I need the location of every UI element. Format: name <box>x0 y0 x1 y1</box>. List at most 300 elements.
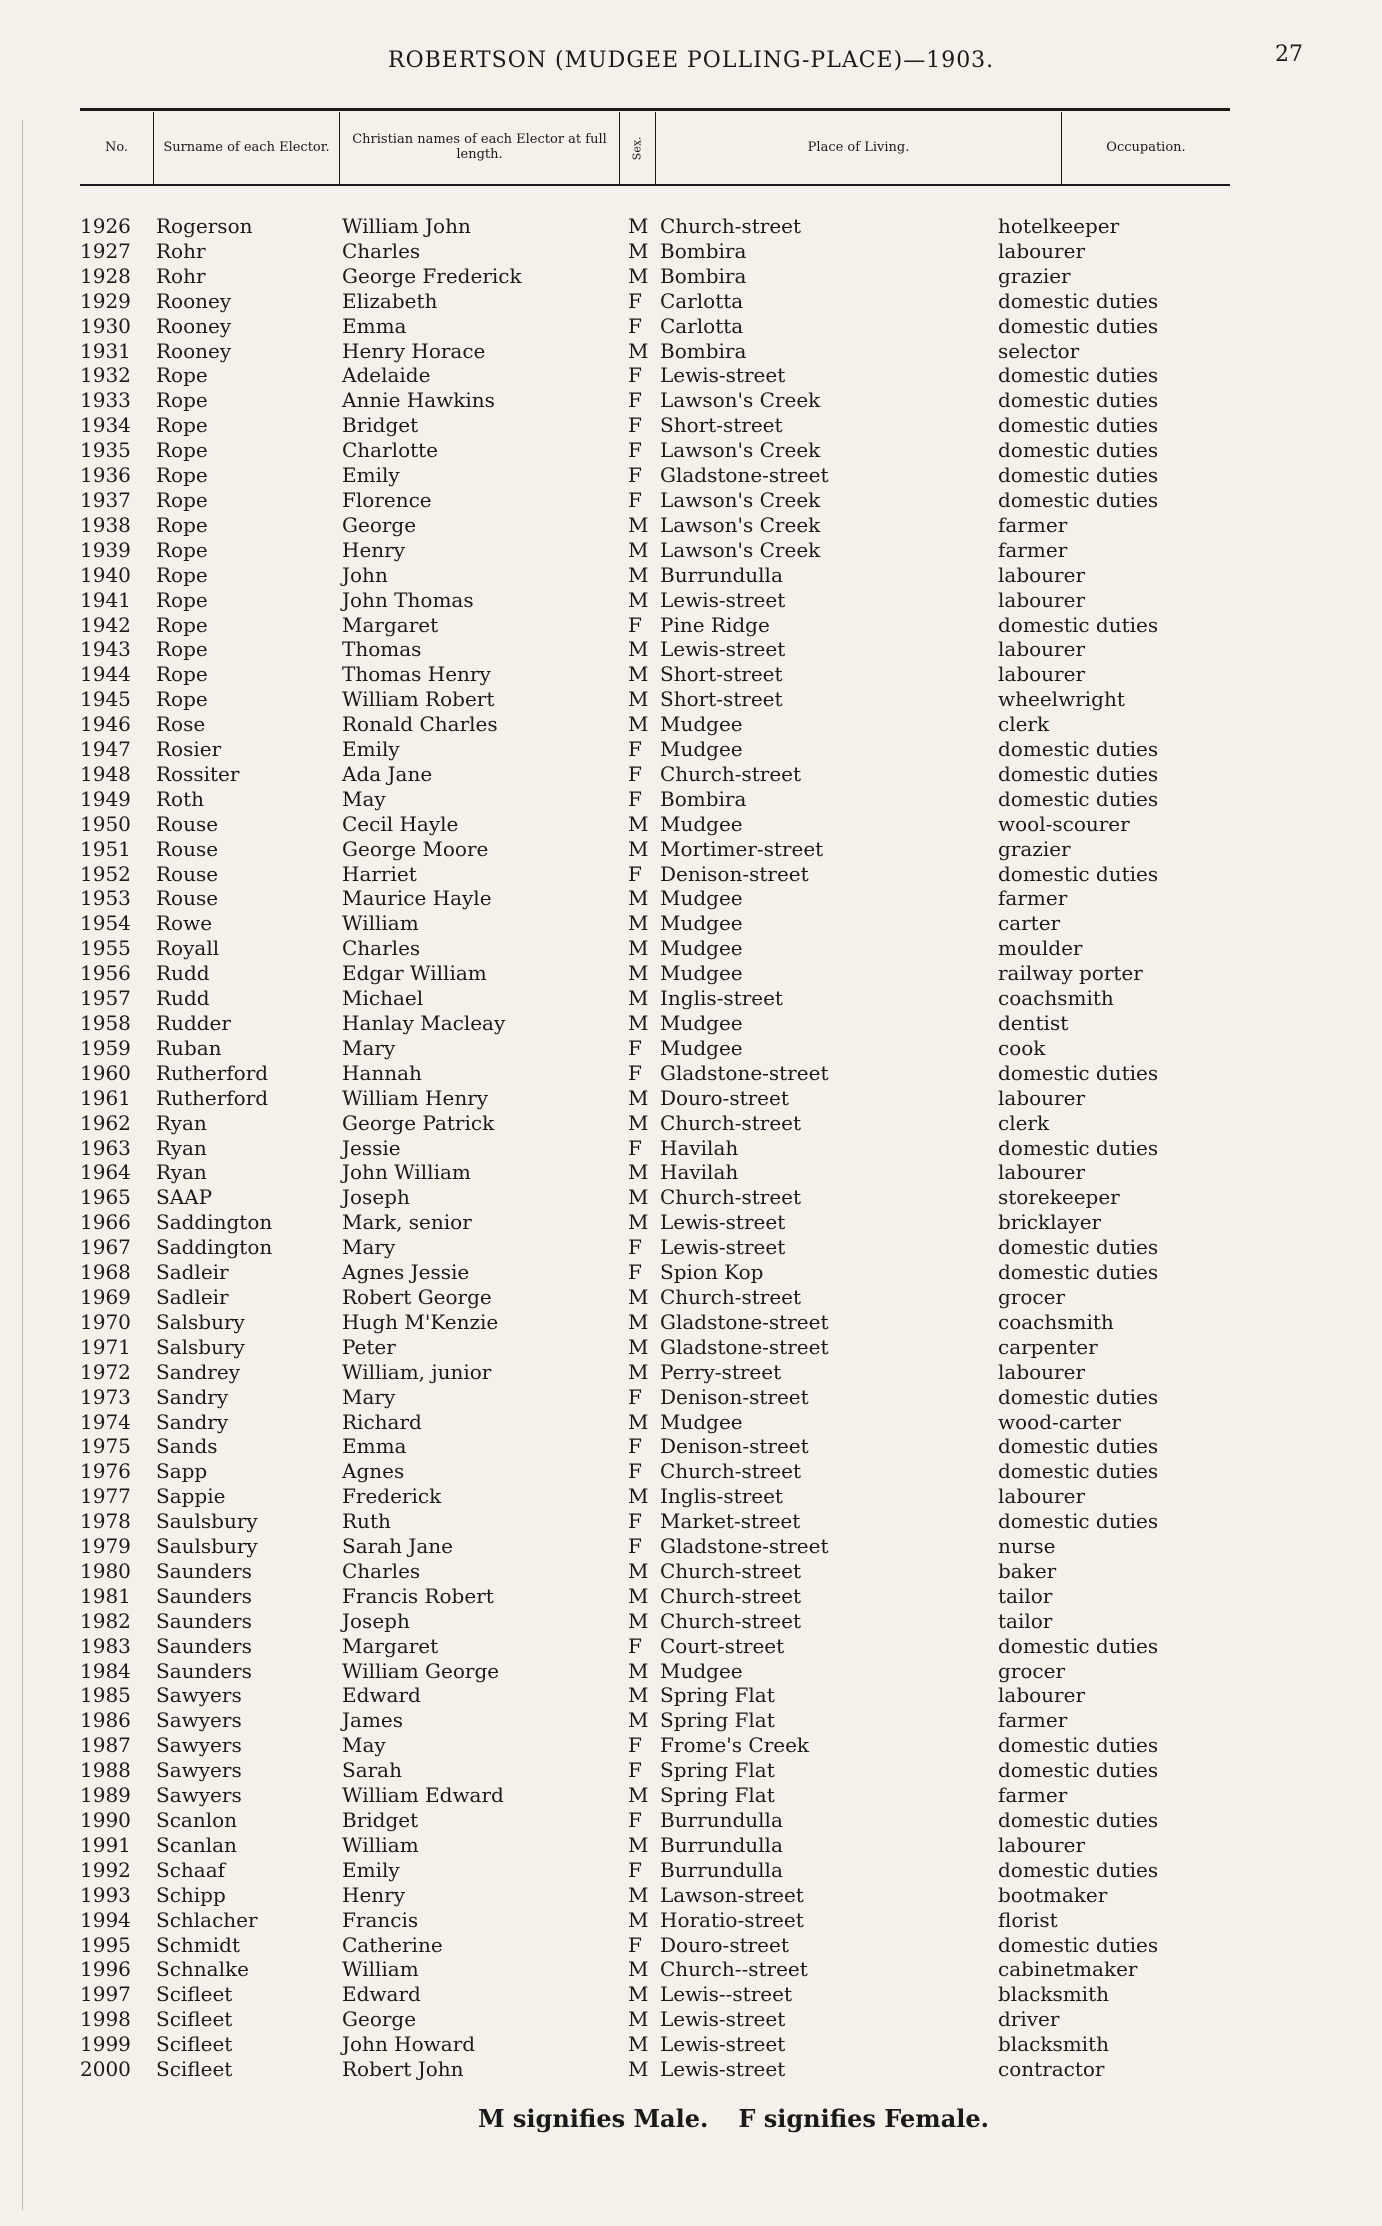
elector-place-of-living: Denison-street <box>660 1434 809 1459</box>
elector-occupation: domestic duties <box>998 786 1159 811</box>
elector-surname: Sandry <box>156 1384 229 1409</box>
elector-christian-names: Hanlay Macleay <box>342 1011 506 1035</box>
elector-sex: M <box>628 512 649 537</box>
elector-surname: Rooney <box>156 288 232 313</box>
elector-number: 1978 <box>80 1509 131 1534</box>
elector-sex: F <box>628 761 642 786</box>
elector-christian-names: John Howard <box>342 2032 476 2057</box>
elector-sex: M <box>628 1982 649 2007</box>
elector-sex: M <box>628 238 649 263</box>
elector-place-of-living: Havilah <box>660 1135 739 1160</box>
elector-surname: Rooney <box>156 338 232 363</box>
elector-place-of-living: Bombira <box>660 263 747 288</box>
elector-christian-names: Bridget <box>342 1808 419 1832</box>
elector-place-of-living: Church-street <box>660 1608 802 1633</box>
table-row <box>0 1185 1382 1210</box>
column-header-christian-names: Christian names of each Elector at full length. <box>340 112 620 184</box>
column-header-occupation: Occupation. <box>1106 139 1186 155</box>
table-row <box>0 339 1382 364</box>
elector-place-of-living: Carlotta <box>660 313 744 338</box>
elector-number: 1937 <box>80 487 131 512</box>
table-row <box>0 812 1382 837</box>
table-row <box>0 687 1382 712</box>
elector-sex: M <box>628 662 649 687</box>
table-row <box>0 1609 1382 1634</box>
elector-place-of-living: Burrundulla <box>660 562 783 587</box>
elector-occupation: baker <box>998 1558 1057 1583</box>
elector-number: 1946 <box>80 712 131 737</box>
elector-sex: F <box>628 612 642 637</box>
elector-occupation: farmer <box>998 886 1068 911</box>
elector-number: 1944 <box>80 662 131 687</box>
elector-christian-names: Michael <box>342 986 424 1011</box>
elector-place-of-living: Lewis-street <box>660 2057 786 2082</box>
elector-number: 1984 <box>80 1658 131 1683</box>
elector-christian-names: Robert John <box>342 2057 464 2082</box>
elector-surname: Saulsbury <box>156 1534 258 1559</box>
elector-place-of-living: Mudgee <box>660 961 743 986</box>
elector-sex: F <box>628 1434 642 1459</box>
elector-sex: M <box>628 2032 649 2057</box>
elector-place-of-living: Havilah <box>660 1160 739 1185</box>
elector-occupation: domestic duties <box>998 1459 1159 1484</box>
elector-place-of-living: Lewis-street <box>660 1235 786 1260</box>
elector-place-of-living: Spring Flat <box>660 1708 775 1733</box>
elector-number: 1955 <box>80 936 131 961</box>
table-row <box>0 1733 1382 1758</box>
elector-place-of-living: Denison-street <box>660 1384 809 1409</box>
elector-occupation: domestic duties <box>998 1857 1159 1882</box>
elector-christian-names: May <box>342 1733 386 1758</box>
elector-occupation: driver <box>998 2007 1060 2032</box>
elector-place-of-living: Inglis-street <box>660 1484 783 1509</box>
elector-occupation: cook <box>998 1035 1046 1060</box>
table-row <box>0 563 1382 588</box>
elector-surname: Rouse <box>156 811 219 836</box>
elector-occupation: carter <box>998 911 1061 936</box>
table-row <box>0 438 1382 463</box>
table-row <box>0 1285 1382 1310</box>
elector-occupation: coachsmith <box>998 986 1114 1011</box>
elector-surname: Rudder <box>156 1011 231 1035</box>
table-row <box>0 363 1382 388</box>
table-row <box>0 837 1382 862</box>
elector-sex: M <box>628 637 649 662</box>
elector-sex: M <box>628 886 649 911</box>
table-row <box>0 1410 1382 1435</box>
elector-sex: F <box>628 861 642 886</box>
table-row <box>0 762 1382 787</box>
table-row <box>0 862 1382 887</box>
elector-christian-names: William <box>342 1957 419 1982</box>
table-row <box>0 1360 1382 1385</box>
elector-surname: Saunders <box>156 1558 252 1583</box>
elector-number: 1928 <box>80 263 131 288</box>
elector-place-of-living: Mudgee <box>660 737 743 762</box>
table-row <box>0 2057 1382 2082</box>
elector-christian-names: Hannah <box>342 1060 422 1085</box>
elector-sex: F <box>628 1060 642 1085</box>
elector-occupation: wool-scourer <box>998 811 1130 836</box>
elector-surname: Sadleir <box>156 1284 229 1309</box>
elector-sex: M <box>628 1683 649 1708</box>
elector-occupation: labourer <box>998 1832 1086 1857</box>
table-row <box>0 1086 1382 1111</box>
column-header-no: No. <box>80 112 154 184</box>
elector-surname: Rope <box>156 512 208 537</box>
elector-occupation: wood-carter <box>998 1409 1121 1434</box>
elector-christian-names: Emily <box>342 463 400 488</box>
elector-christian-names: Jessie <box>342 1135 401 1160</box>
elector-surname: Sawyers <box>156 1733 242 1758</box>
elector-number: 1941 <box>80 587 131 612</box>
elector-place-of-living: Mudgee <box>660 1011 743 1035</box>
table-row <box>0 513 1382 538</box>
elector-christian-names: Charlotte <box>342 438 439 463</box>
elector-christian-names: Frederick <box>342 1484 442 1509</box>
elector-sex: F <box>628 1384 642 1409</box>
elector-number: 1970 <box>80 1309 131 1334</box>
elector-surname: Rope <box>156 687 208 712</box>
elector-occupation: domestic duties <box>998 1633 1159 1658</box>
table-row <box>0 1459 1382 1484</box>
elector-place-of-living: Mudgee <box>660 911 743 936</box>
elector-christian-names: William <box>342 911 419 936</box>
elector-christian-names: Maurice Hayle <box>342 886 492 911</box>
elector-place-of-living: Mudgee <box>660 1409 743 1434</box>
elector-surname: Roth <box>156 786 205 811</box>
elector-sex: M <box>628 1409 649 1434</box>
table-row <box>0 289 1382 314</box>
elector-surname: Sawyers <box>156 1683 242 1708</box>
elector-christian-names: Charles <box>342 238 421 263</box>
elector-occupation: tailor <box>998 1608 1053 1633</box>
elector-christian-names: Joseph <box>342 1185 410 1210</box>
table-row <box>0 961 1382 986</box>
elector-surname: Scanlan <box>156 1832 237 1857</box>
elector-occupation: carpenter <box>998 1334 1098 1359</box>
elector-christian-names: Sarah <box>342 1758 402 1783</box>
elector-number: 1985 <box>80 1683 131 1708</box>
table-row <box>0 1011 1382 1036</box>
elector-christian-names: May <box>342 786 386 811</box>
elector-number: 1945 <box>80 687 131 712</box>
elector-sex: F <box>628 1857 642 1882</box>
elector-place-of-living: Mudgee <box>660 712 743 737</box>
elector-surname: Salsbury <box>156 1309 245 1334</box>
elector-christian-names: John <box>342 562 388 587</box>
elector-sex: F <box>628 487 642 512</box>
elector-number: 1954 <box>80 911 131 936</box>
elector-place-of-living: Church-street <box>660 1110 802 1135</box>
elector-number: 1956 <box>80 961 131 986</box>
elector-sex: M <box>628 811 649 836</box>
elector-place-of-living: Lewis-street <box>660 1210 786 1235</box>
elector-occupation: domestic duties <box>998 1135 1159 1160</box>
elector-christian-names: Charles <box>342 936 421 961</box>
elector-sex: M <box>628 1334 649 1359</box>
elector-sex: F <box>628 1235 642 1260</box>
elector-surname: Saunders <box>156 1658 252 1683</box>
elector-surname: Rudd <box>156 986 210 1011</box>
elector-sex: M <box>628 338 649 363</box>
elector-sex: M <box>628 1608 649 1633</box>
elector-sex: M <box>628 1583 649 1608</box>
elector-sex: M <box>628 1783 649 1808</box>
table-row <box>0 314 1382 339</box>
table-row <box>0 239 1382 264</box>
elector-surname: Ryan <box>156 1160 207 1185</box>
elector-place-of-living: Lawson's Creek <box>660 487 821 512</box>
elector-occupation: labourer <box>998 238 1086 263</box>
elector-occupation: domestic duties <box>998 463 1159 488</box>
elector-place-of-living: Bombira <box>660 338 747 363</box>
elector-place-of-living: Church-street <box>660 1185 802 1210</box>
elector-sex: M <box>628 1957 649 1982</box>
elector-surname: Schipp <box>156 1882 226 1907</box>
elector-sex: F <box>628 1035 642 1060</box>
elector-surname: Schlacher <box>156 1907 258 1932</box>
elector-sex: F <box>628 413 642 438</box>
elector-number: 1974 <box>80 1409 131 1434</box>
elector-number: 1962 <box>80 1110 131 1135</box>
elector-occupation: clerk <box>998 1110 1050 1135</box>
elector-surname: Rouse <box>156 836 219 861</box>
table-row <box>0 737 1382 762</box>
elector-sex: M <box>628 1658 649 1683</box>
elector-christian-names: Emily <box>342 1857 400 1882</box>
elector-place-of-living: Mudgee <box>660 886 743 911</box>
elector-christian-names: Henry Horace <box>342 338 486 363</box>
elector-sex: M <box>628 1309 649 1334</box>
elector-sex: M <box>628 1284 649 1309</box>
elector-christian-names: Edgar William <box>342 961 487 986</box>
footer-legend <box>478 2104 989 2133</box>
table-row <box>0 1683 1382 1708</box>
elector-surname: Rope <box>156 413 208 438</box>
page-number: 27 <box>1275 42 1303 67</box>
elector-occupation: farmer <box>998 1708 1068 1733</box>
elector-number: 1926 <box>80 214 131 238</box>
table-row <box>0 1783 1382 1808</box>
elector-number: 1959 <box>80 1035 131 1060</box>
table-row <box>0 2032 1382 2057</box>
table-row <box>0 787 1382 812</box>
elector-number: 1995 <box>80 1932 131 1957</box>
elector-place-of-living: Court-street <box>660 1633 785 1658</box>
elector-occupation: domestic duties <box>998 1060 1159 1085</box>
elector-sex: F <box>628 1758 642 1783</box>
elector-surname: Rouse <box>156 886 219 911</box>
elector-place-of-living: Perry-street <box>660 1359 782 1384</box>
elector-occupation: domestic duties <box>998 861 1159 886</box>
elector-number: 1943 <box>80 637 131 662</box>
elector-occupation: grazier <box>998 263 1071 288</box>
elector-place-of-living: Gladstone-street <box>660 1309 829 1334</box>
elector-occupation: domestic duties <box>998 313 1159 338</box>
elector-number: 2000 <box>80 2057 131 2082</box>
elector-christian-names: Mary <box>342 1235 396 1260</box>
elector-christian-names: Elizabeth <box>342 288 438 313</box>
elector-number: 1961 <box>80 1085 131 1110</box>
elector-occupation: grazier <box>998 836 1071 861</box>
elector-sex: M <box>628 911 649 936</box>
elector-surname: SAAP <box>156 1185 213 1210</box>
elector-occupation: hotelkeeper <box>998 214 1120 238</box>
elector-place-of-living: Burrundulla <box>660 1832 783 1857</box>
elector-place-of-living: Mudgee <box>660 1658 743 1683</box>
elector-christian-names: Mary <box>342 1035 396 1060</box>
elector-list <box>0 214 1382 2082</box>
elector-number: 1951 <box>80 836 131 861</box>
elector-sex: M <box>628 2057 649 2082</box>
elector-christian-names: William <box>342 1832 419 1857</box>
elector-place-of-living: Church--street <box>660 1957 808 1982</box>
elector-place-of-living: Short-street <box>660 413 783 438</box>
table-row <box>0 1310 1382 1335</box>
elector-christian-names: Ronald Charles <box>342 712 498 737</box>
elector-christian-names: William Edward <box>342 1783 504 1808</box>
elector-surname: Rossiter <box>156 761 240 786</box>
elector-number: 1989 <box>80 1783 131 1808</box>
elector-surname: Rope <box>156 438 208 463</box>
elector-christian-names: William, junior <box>342 1359 492 1384</box>
elector-occupation: domestic duties <box>998 413 1159 438</box>
table-row <box>0 662 1382 687</box>
elector-place-of-living: Pine Ridge <box>660 612 770 637</box>
elector-number: 1939 <box>80 537 131 562</box>
elector-number: 1966 <box>80 1210 131 1235</box>
elector-number: 1976 <box>80 1459 131 1484</box>
elector-surname: Schnalke <box>156 1957 249 1982</box>
elector-sex: M <box>628 1110 649 1135</box>
elector-number: 1975 <box>80 1434 131 1459</box>
elector-sex: F <box>628 1932 642 1957</box>
elector-place-of-living: Frome's Creek <box>660 1733 810 1758</box>
elector-christian-names: Hugh M'Kenzie <box>342 1309 499 1334</box>
elector-sex: M <box>628 2007 649 2032</box>
elector-occupation: clerk <box>998 712 1050 737</box>
elector-christian-names: Catherine <box>342 1932 443 1957</box>
elector-place-of-living: Burrundulla <box>660 1857 783 1882</box>
elector-place-of-living: Lewis-street <box>660 363 786 388</box>
elector-surname: Scifleet <box>156 1982 233 2007</box>
elector-number: 1953 <box>80 886 131 911</box>
elector-place-of-living: Church-street <box>660 1558 802 1583</box>
elector-occupation: domestic duties <box>998 1932 1159 1957</box>
elector-surname: Saunders <box>156 1633 252 1658</box>
elector-occupation: domestic duties <box>998 438 1159 463</box>
elector-surname: Sapp <box>156 1459 208 1484</box>
table-row <box>0 1758 1382 1783</box>
table-row <box>0 264 1382 289</box>
elector-number: 1987 <box>80 1733 131 1758</box>
elector-sex: M <box>628 1832 649 1857</box>
elector-christian-names: Sarah Jane <box>342 1534 454 1559</box>
elector-occupation: labourer <box>998 637 1086 662</box>
table-row <box>0 1883 1382 1908</box>
elector-number: 1981 <box>80 1583 131 1608</box>
table-row <box>0 1534 1382 1559</box>
table-row <box>0 886 1382 911</box>
elector-occupation: domestic duties <box>998 612 1159 637</box>
elector-sex: F <box>628 1509 642 1534</box>
elector-sex: M <box>628 836 649 861</box>
elector-place-of-living: Gladstone-street <box>660 1060 829 1085</box>
elector-sex: M <box>628 1484 649 1509</box>
elector-christian-names: Emma <box>342 1434 407 1459</box>
elector-place-of-living: Bombira <box>660 786 747 811</box>
elector-number: 1957 <box>80 986 131 1011</box>
elector-place-of-living: Mortimer-street <box>660 836 824 861</box>
elector-occupation: domestic duties <box>998 388 1159 413</box>
table-row <box>0 1210 1382 1235</box>
elector-number: 1949 <box>80 786 131 811</box>
elector-occupation: labourer <box>998 1160 1086 1185</box>
table-row <box>0 1111 1382 1136</box>
elector-sex: F <box>628 1633 642 1658</box>
elector-sex: F <box>628 438 642 463</box>
elector-occupation: labourer <box>998 662 1086 687</box>
elector-place-of-living: Church-street <box>660 761 802 786</box>
elector-sex: F <box>628 1808 642 1832</box>
elector-number: 1950 <box>80 811 131 836</box>
elector-occupation: domestic duties <box>998 1384 1159 1409</box>
table-row <box>0 1982 1382 2007</box>
elector-christian-names: Harriet <box>342 861 417 886</box>
elector-place-of-living: Church-street <box>660 214 802 238</box>
elector-surname: Sawyers <box>156 1758 242 1783</box>
elector-sex: M <box>628 562 649 587</box>
elector-occupation: blacksmith <box>998 1982 1109 2007</box>
elector-christian-names: Francis Robert <box>342 1583 494 1608</box>
elector-occupation: grocer <box>998 1284 1066 1309</box>
elector-number: 1927 <box>80 238 131 263</box>
table-row <box>0 588 1382 613</box>
table-row <box>0 214 1382 239</box>
elector-surname: Rope <box>156 388 208 413</box>
elector-number: 1992 <box>80 1857 131 1882</box>
elector-place-of-living: Horatio-street <box>660 1907 804 1932</box>
legend-male: M signifies Male. <box>478 2104 709 2133</box>
elector-surname: Rowe <box>156 911 213 936</box>
elector-place-of-living: Burrundulla <box>660 1808 783 1832</box>
elector-number: 1930 <box>80 313 131 338</box>
elector-christian-names: Emma <box>342 313 407 338</box>
elector-place-of-living: Lewis--street <box>660 1982 792 2007</box>
elector-christian-names: Emily <box>342 737 400 762</box>
elector-number: 1980 <box>80 1558 131 1583</box>
elector-number: 1988 <box>80 1758 131 1783</box>
page-title: ROBERTSON (MUDGEE POLLING-PLACE)—1903. <box>388 48 995 73</box>
table-header <box>80 112 1230 186</box>
elector-surname: Saunders <box>156 1583 252 1608</box>
elector-christian-names: Richard <box>342 1409 422 1434</box>
elector-surname: Sandry <box>156 1409 229 1434</box>
table-row <box>0 1061 1382 1086</box>
elector-number: 1952 <box>80 861 131 886</box>
elector-occupation: labourer <box>998 1683 1086 1708</box>
table-row <box>0 1908 1382 1933</box>
elector-surname: Rope <box>156 363 208 388</box>
elector-occupation: labourer <box>998 1484 1086 1509</box>
elector-occupation: blacksmith <box>998 2032 1109 2057</box>
table-row <box>0 911 1382 936</box>
elector-surname: Rope <box>156 587 208 612</box>
elector-place-of-living: Lewis-street <box>660 637 786 662</box>
elector-sex: M <box>628 214 649 238</box>
elector-place-of-living: Gladstone-street <box>660 463 829 488</box>
